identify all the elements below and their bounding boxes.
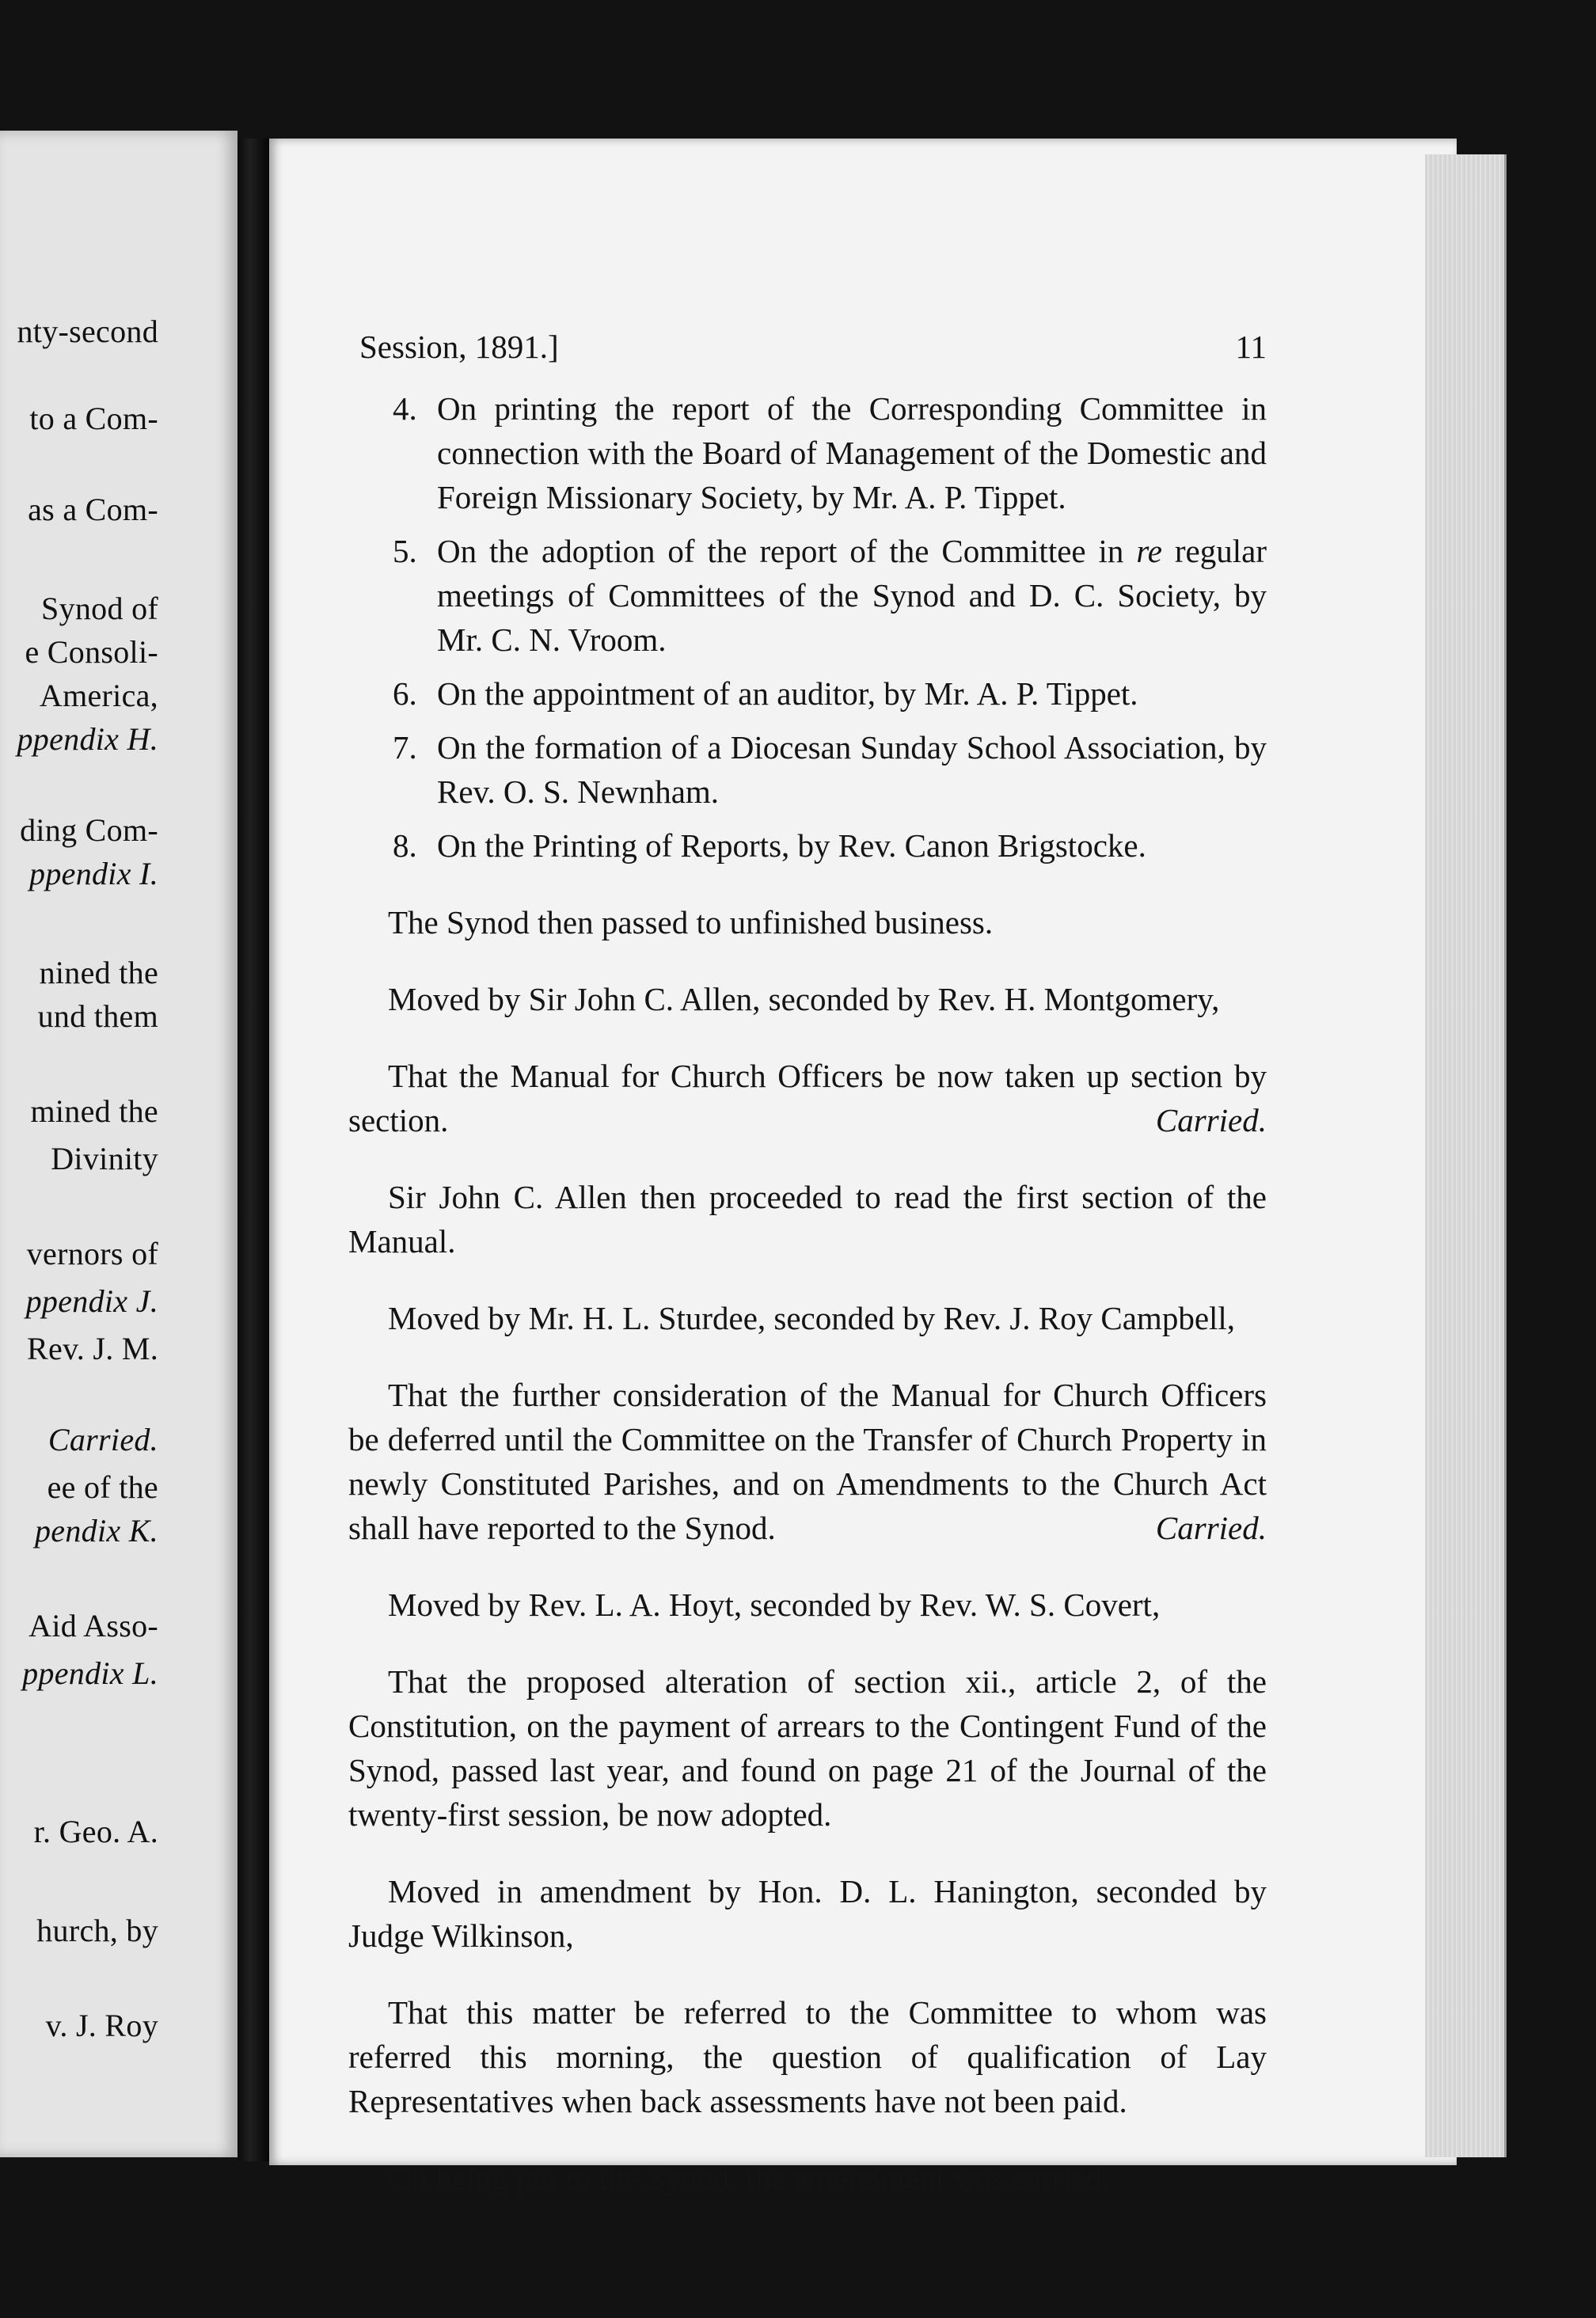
paragraph [348,1175,1267,1264]
paragraph [348,1869,1267,1958]
item-text: On printing the report of the Corresponding Committee in connection with the Board of Management of the Domestic and Foreign Missionary Society, by Mr. A. P. Tippet. [437,390,1267,515]
item-number: 5. [393,533,417,569]
list-item [348,671,1267,716]
paragraph-text: That the proposed alteration of section xii., article 2, of the Constitution, on the payment of arrears to the Contingent Fund of the Synod, passed last year, and found on page 21 of the Journal of the twenty-first session, be now adopted. [348,1663,1267,1833]
paragraph-text: Moved by Sir John C. Allen, seconded by Rev. H. Montgomery, [388,981,1220,1017]
left-page-line: ee of the [47,1469,158,1505]
carried-note: Carried. [1155,1510,1267,1546]
item-number: 7. [393,729,417,766]
left-page-line: v. J. Roy [45,2008,158,2043]
paragraph-text: Moved in amendment by Hon. D. L. Hanington, seconded by Judge Wilkinson, [348,1873,1267,1954]
paragraph-text: The Synod then passed to unfinished business. [388,904,994,940]
left-page-line: e Consoli- [25,634,158,670]
item-number: 8. [393,827,417,864]
page-content [348,317,1267,2210]
left-page-line: hurch, by [36,1913,158,1948]
item-number: 4. [393,390,417,427]
item-text: On the Printing of Reports, by Rev. Canon Brigstocke. [437,827,1146,864]
item-text-italic: re [1136,533,1162,569]
paragraph-text: Moved by Rev. L. A. Hoyt, seconded by Rev. W. S. Covert, [388,1586,1161,1623]
page-number: 11 [1235,329,1267,365]
paragraph [348,1054,1267,1142]
paragraph [348,1583,1267,1627]
list-item [348,386,1267,519]
list-item [348,823,1267,868]
left-page-line: vernors of [26,1236,158,1271]
page-edges [1425,154,1507,2157]
paragraph [348,977,1267,1021]
paragraph [348,1659,1267,1837]
item-text: regular meetings of Committees of the Synod and D. C. Society, by Mr. C. N. Vroom. [437,533,1267,658]
book-gutter [238,139,269,2161]
left-page-line: pendix K. [34,1513,158,1548]
left-page-line: nty-second [17,314,158,349]
paragraph [348,1373,1267,1550]
left-page-line: Carried. [48,1422,158,1457]
paragraph [348,1296,1267,1340]
paragraph-text: That the Manual for Church Officers be now taken up section by section. [348,1058,1267,1138]
left-page-line: as a Com- [28,492,158,527]
paragraph-text: That this matter be referred to the Committee to whom was referred this morning, the question of qualification of Lay Representatives when back assessments have not been paid. [348,1994,1267,2119]
item-text: On the formation of a Diocesan Sunday School Association, by Rev. O. S. Newnham. [437,729,1267,810]
left-page-line: ppendix L. [22,1655,158,1691]
list-item [348,529,1267,662]
carried-note: Carried. [1155,1102,1267,1138]
left-page-line: mined the [30,1093,158,1129]
left-page-line: und them [37,998,158,1034]
paragraph-text: That the further consideration of the Manual for Church Officers be deferred until the Committee on the Transfer of Church Property in newly Constituted Parishes, and on Amendments to the Church Act shall have reported to the Synod. [348,1377,1267,1546]
paragraph-text: Moved by Mr. H. L. Sturdee, seconded by Rev. J. Roy Campbell, [388,1300,1236,1336]
paragraph-text: Sir John C. Allen then proceeded to read the first section of the Manual. [348,1179,1267,1260]
left-page-line: Aid Asso- [28,1608,158,1644]
left-page-line: Rev. J. M. [27,1331,158,1366]
item-number: 6. [393,675,417,712]
item-text: On the adoption of the report of the Committee in [437,533,1137,569]
running-head [348,317,1267,380]
left-page-line: ding Com- [20,812,158,848]
running-head-title: Session, 1891.] [359,329,559,365]
item-text: On the appointment of an auditor, by Mr. A. P. Tippet. [437,675,1138,712]
left-page-line: Synod of [41,591,158,626]
left-page-line: r. Geo. A. [33,1814,158,1849]
left-page-line: America, [39,678,158,713]
left-page-line: to a Com- [29,401,158,436]
paragraph [348,1990,1267,2123]
paragraph [348,900,1267,944]
left-page-line: ppendix J. [25,1283,158,1319]
list-item [348,725,1267,814]
paragraph [348,2156,1267,2200]
paragraph-text: On being put to the Synod, the amendment was carried. [388,2160,1111,2196]
left-page-line: ppendix H. [17,721,158,757]
left-page-line: Divinity [51,1141,158,1176]
left-facing-page [0,131,238,2157]
left-page-line: ppendix I. [29,856,158,891]
left-page-line: nined the [39,955,158,990]
